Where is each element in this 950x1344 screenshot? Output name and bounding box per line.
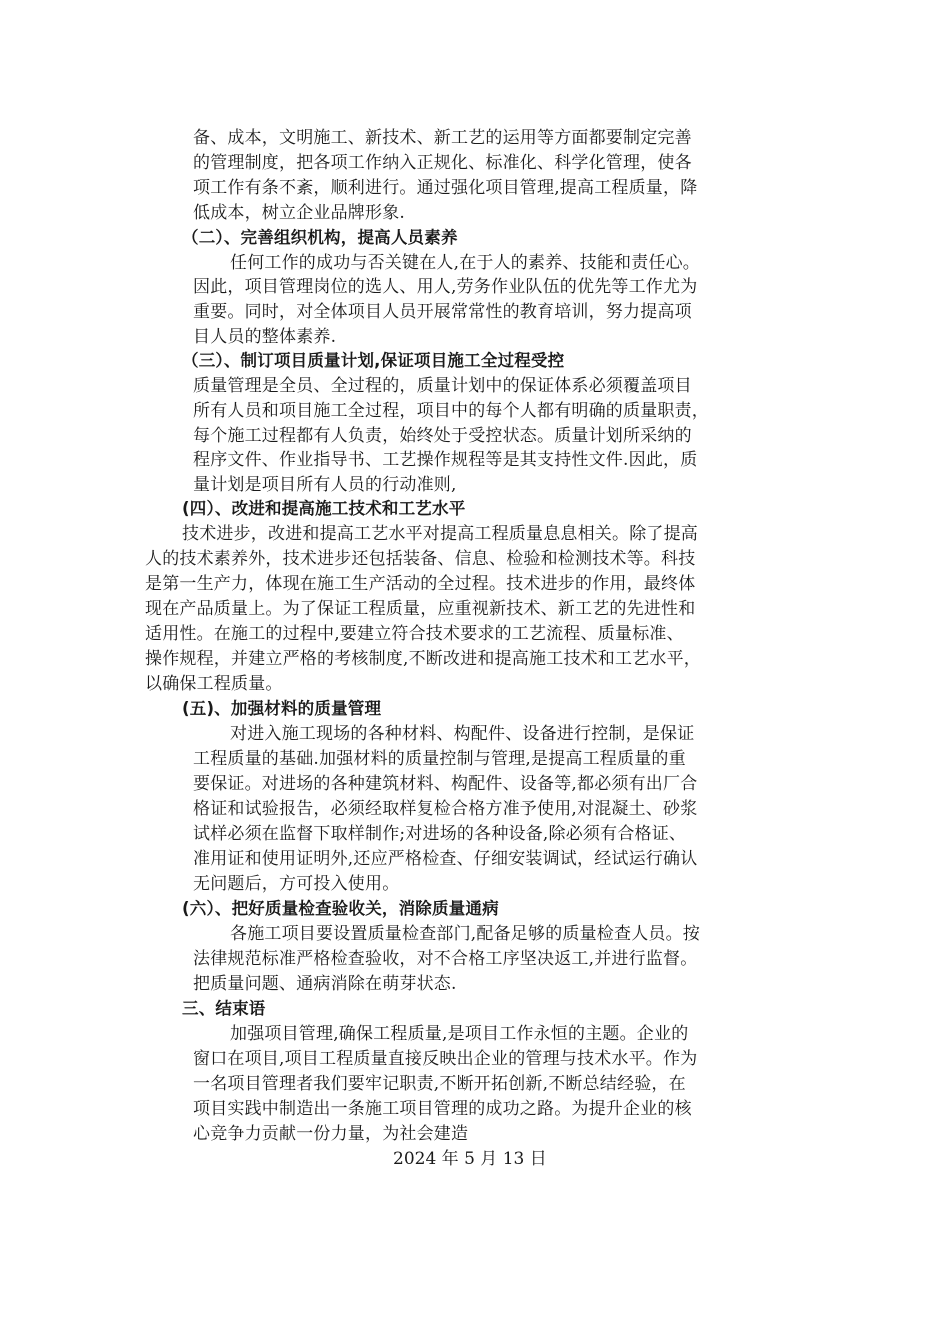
section-3-heading: （三）、制订项目质量计划,保证项目施工全过程受控 — [182, 351, 565, 370]
section-5-line: 无问题后，方可投入使用。 — [193, 874, 400, 894]
section-4-line: 适用性。在施工的过程中,要建立符合技术要求的工艺流程、质量标准、 — [145, 624, 684, 644]
section-2-heading: （二）、完善组织机构，提高人员素养 — [182, 228, 458, 247]
section-6-line: 各施工项目要设置质量检查部门,配备足够的质量检查人员。按 — [230, 924, 701, 944]
section-3-line: 质量管理是全员、全过程的，质量计划中的保证体系必须覆盖项目 — [193, 376, 692, 396]
conclusion-line: 加强项目管理,确保工程质量,是项目工作永恒的主题。企业的 — [230, 1024, 689, 1044]
section-2-line: 因此，项目管理岗位的选人、用人,劳务作业队伍的优先等工作尤为 — [193, 277, 698, 297]
section-4-heading: (四）、改进和提高施工技术和工艺水平 — [182, 499, 466, 518]
section-5-line: 格证和试验报告，必须经取样复检合格方准予使用,对混凝土、砂浆 — [193, 799, 698, 819]
section-3-line: 每个施工过程都有人负责，始终处于受控状态。质量计划所采纳的 — [193, 426, 692, 446]
conclusion-line: 心竞争力贡献一份力量，为社会建造 — [193, 1124, 469, 1144]
conclusion-line: 窗口在项目,项目工程质量直接反映出企业的管理与技术水平。作为 — [193, 1049, 698, 1069]
section-4-line: 现在产品质量上。为了保证工程质量，应重视新技术、新工艺的先进性和 — [145, 599, 696, 619]
section-5-line: 对进入施工现场的各种材料、构配件、设备进行控制，是保证 — [230, 724, 695, 744]
section-4-line: 人的技术素养外，技术进步还包括装备、信息、检验和检测技术等。科技 — [145, 549, 696, 569]
section-4-line: 以确保工程质量。 — [145, 674, 283, 694]
section-6-line: 把质量问题、通病消除在萌芽状态. — [193, 974, 457, 994]
section-5-line: 试样必须在监督下取样制作;对进场的各种设备,除必须有合格证、 — [193, 824, 687, 844]
section-2-line: 重要。同时，对全体项目人员开展常常性的教育培训，努力提高项 — [193, 302, 692, 322]
section-6-line: 法律规范标准严格检查验收，对不合格工序坚决返工,并进行监督。 — [193, 949, 698, 969]
section-3-line: 量计划是项目所有人员的行动准则, — [193, 475, 457, 495]
section-5-heading: (五)、加强材料的质量管理 — [182, 699, 382, 718]
document-date: 2024 年 5 月 13 日 — [393, 1149, 547, 1169]
section-5-line: 要保证。对进场的各种建筑材料、构配件、设备等,都必须有出厂合 — [193, 774, 698, 794]
conclusion-line: 一名项目管理者我们要牢记职责,不断开拓创新,不断总结经验，在 — [193, 1074, 686, 1094]
section-3-line: 所有人员和项目施工全过程，项目中的每个人都有明确的质量职责， — [193, 401, 709, 421]
section-5-line: 准用证和使用证明外,还应严格检查、仔细安装调试，经试运行确认 — [193, 849, 698, 869]
section-3-line: 程序文件、作业指导书、工艺操作规程等是其支持性文件.因此，质 — [193, 450, 698, 470]
section-2-line: 任何工作的成功与否关键在人,在于人的素养、技能和责任心。 — [230, 253, 701, 273]
conclusion-line: 项目实践中制造出一条施工项目管理的成功之路。为提升企业的核 — [193, 1099, 692, 1119]
conclusion-heading: 三、结束语 — [182, 999, 266, 1018]
section-6-heading: (六）、把好质量检查验收关，消除质量通病 — [182, 899, 499, 918]
intro-line: 低成本，树立企业品牌形象. — [193, 203, 406, 223]
intro-line: 备、成本，文明施工、新技术、新工艺的运用等方面都要制定完善 — [193, 128, 692, 148]
section-4-line: 是第一生产力，体现在施工生产活动的全过程。技术进步的作用，最终体 — [145, 574, 696, 594]
intro-line: 的管理制度，把各项工作纳入正规化、标准化、科学化管理，使各 — [193, 153, 692, 173]
section-5-line: 工程质量的基础.加强材料的质量控制与管理,是提高工程质量的重 — [193, 749, 686, 769]
section-4-line: 操作规程，并建立严格的考核制度,不断改进和提高施工技术和工艺水平， — [145, 649, 702, 669]
section-4-line: 技术进步，改进和提高工艺水平对提高工程质量息息相关。除了提高 — [182, 524, 698, 544]
intro-line: 项工作有条不紊，顺利进行。通过强化项目管理,提高工程质量，降 — [193, 178, 698, 198]
section-2-line: 目人员的整体素养. — [193, 327, 337, 347]
